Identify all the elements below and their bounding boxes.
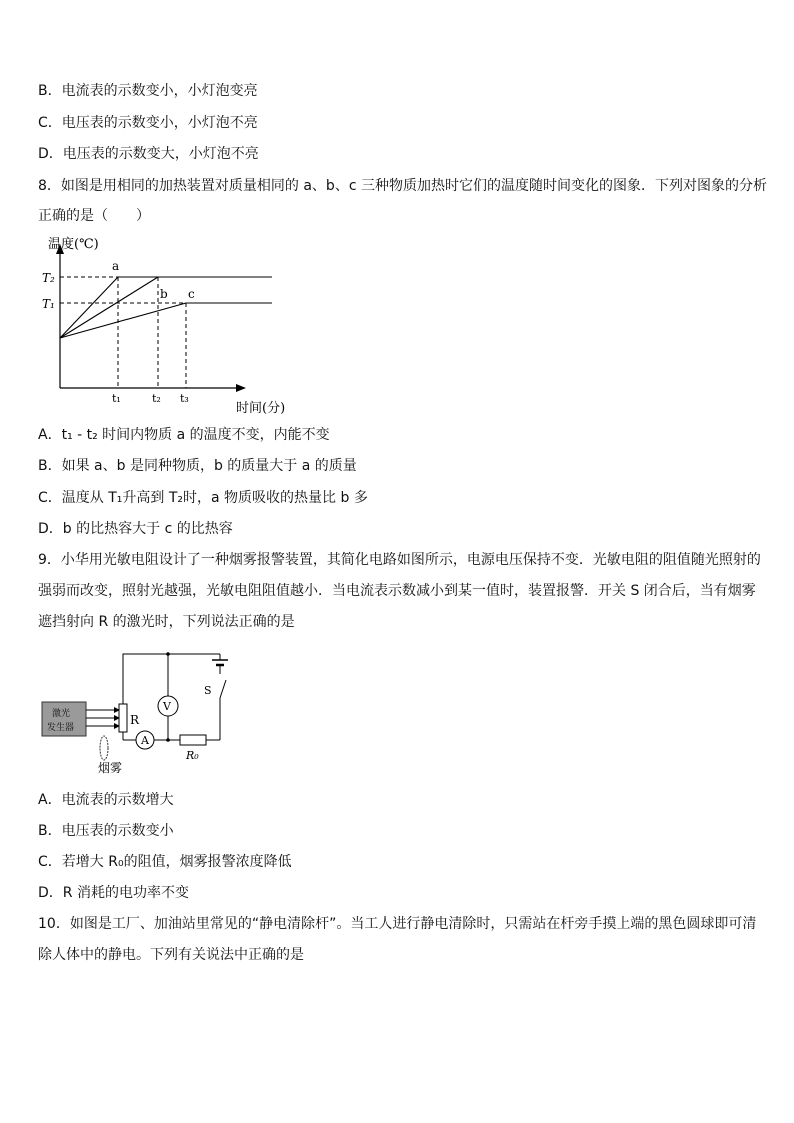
- q9-stem-line3: 遮挡射向 R 的激光时，下列说法正确的是: [38, 614, 295, 630]
- q8-option-d: D．b 的比热容大于 c 的比热容: [38, 521, 233, 537]
- q9-stem-line1: 9．小华用光敏电阻设计了一种烟雾报警装置，其简化电路如图所示，电源电压保持不变．光敏电阻的阻值随光照射的: [38, 552, 761, 568]
- resistor-r0-label: R₀: [186, 749, 199, 762]
- q9-option-a: A．电流表的示数增大: [38, 792, 174, 808]
- curve-b-label: b: [160, 287, 168, 301]
- q8-option-b: B．如果 a、b 是同种物质，b 的质量大于 a 的质量: [38, 458, 357, 474]
- smoke-alarm-circuit: [36, 644, 236, 774]
- photoresistor-r: [119, 704, 127, 732]
- resistor-r0: [180, 735, 206, 745]
- graph-background: [36, 232, 300, 418]
- switch-label: S: [204, 684, 212, 697]
- q9-option-d: D．R 消耗的电功率不变: [38, 885, 189, 901]
- q9-stem-line2: 强弱而改变，照射光越强，光敏电阻阻值越小．当电流表示数减小到某一值时，装置报警．开关 S 闭合后，当有烟雾: [38, 583, 756, 599]
- q8-stem-line1: 8．如图是用相同的加热装置对质量相同的 a、b、c 三种物质加热时它们的温度随时间变化的图象．下列对图象的分析: [38, 178, 767, 194]
- q7-option-d: D．电压表的示数变大，小灯泡不亮: [38, 146, 259, 162]
- junction-top: [166, 652, 170, 656]
- junction-bottom: [166, 738, 170, 742]
- photoresistor-label: R: [130, 713, 140, 727]
- t2-time-label: t₂: [152, 392, 161, 405]
- q8-option-a: A．t₁ - t₂ 时间内物质 a 的温度不变，内能不变: [38, 427, 330, 443]
- x-axis-label: 时间(分): [236, 401, 286, 416]
- curve-a-label: a: [112, 259, 120, 273]
- q8-option-c: C．温度从 T₁升高到 T₂时，a 物质吸收的热量比 b 多: [38, 490, 368, 506]
- q8-stem-line2: 正确的是（ ）: [38, 208, 150, 224]
- q7-option-c: C．电压表的示数变小，小灯泡不亮: [38, 115, 258, 131]
- q7-option-b: B．电流表的示数变小，小灯泡变亮: [38, 83, 258, 99]
- voltmeter-label: V: [163, 700, 171, 713]
- y-axis-label: 温度(℃): [48, 237, 99, 252]
- t1-time-label: t₁: [112, 392, 121, 405]
- temperature-time-graph: [36, 232, 300, 418]
- ammeter-label: A: [141, 734, 149, 747]
- t2-temperature-label: T₂: [42, 271, 55, 285]
- t1-temperature-label: T₁: [42, 297, 55, 311]
- q9-option-b: B．电压表的示数变小: [38, 823, 174, 839]
- smoke-label: 烟雾: [98, 761, 123, 774]
- laser-label-line2: 发生器: [47, 723, 75, 733]
- laser-label-line1: 激光: [52, 709, 71, 719]
- curve-c-label: c: [188, 287, 195, 301]
- q9-option-c: C．若增大 R₀的阻值，烟雾报警浓度降低: [38, 854, 292, 870]
- q10-stem-line2: 除人体中的静电。下列有关说法中正确的是: [38, 947, 304, 963]
- t3-time-label: t₃: [180, 392, 189, 405]
- q10-stem-line1: 10．如图是工厂、加油站里常见的“静电清除杆”。当工人进行静电清除时，只需站在杆旁手摸上端的黑色圆球即可清: [38, 916, 757, 932]
